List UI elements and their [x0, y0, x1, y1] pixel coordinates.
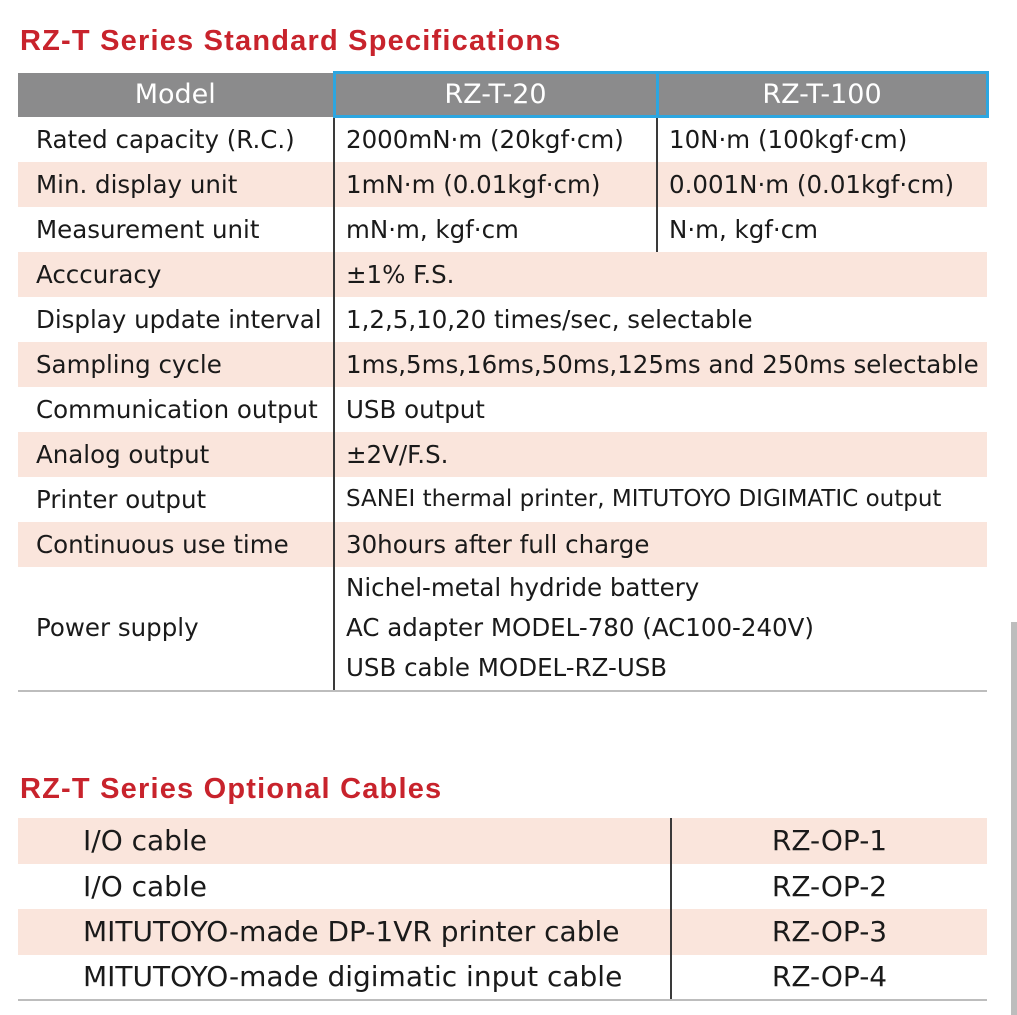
power-line-battery: Nichel-metal hydride battery: [346, 573, 700, 602]
header-model: Model: [18, 73, 334, 117]
spec-value-rz-t-100: N·m, kgf·cm: [669, 214, 819, 244]
spec-label: Sampling cycle: [18, 342, 334, 387]
spec-row-accuracy: [18, 252, 987, 297]
cable-code: RZ-OP-4: [671, 955, 987, 1001]
spec-row-measurement-unit: [18, 207, 987, 252]
cable-name: MITUTOYO-made digimatic input cable: [18, 955, 671, 1001]
header-rz-t-20: RZ-T-20: [334, 73, 657, 117]
spec-row-continuous-use-time: [18, 522, 987, 567]
spec-value: USB output: [346, 394, 485, 424]
cable-code: RZ-OP-2: [771, 869, 888, 903]
spec-section-title: RZ-T Series Standard Specifications: [20, 25, 562, 57]
spec-row-display-update-interval: [18, 297, 987, 342]
spec-row-min-display-unit: [18, 162, 987, 207]
spec-value: [334, 567, 987, 691]
spec-value: 1,2,5,10,20 times/sec, selectable: [346, 304, 753, 334]
spec-row-analog-output: [18, 432, 987, 477]
spec-row-sampling-cycle: [18, 342, 987, 387]
spec-label: Measurement unit: [18, 207, 334, 252]
spec-value: 30hours after full charge: [334, 522, 987, 567]
cable-row: [18, 864, 987, 910]
spec-row-power-supply: [18, 567, 987, 691]
cable-name: I/O cable: [18, 864, 671, 910]
spec-row-rated-capacity: [18, 117, 987, 162]
spec-label: Communication output: [18, 387, 334, 432]
cable-name: MITUTOYO-made DP-1VR printer cable: [18, 909, 671, 955]
spec-value: ±1% F.S.: [334, 252, 987, 297]
power-line-ac-adapter: AC adapter MODEL-780 (AC100-240V): [346, 613, 814, 642]
cable-row: [18, 909, 987, 955]
spec-value: 1ms,5ms,16ms,50ms,125ms and 250ms selectable: [334, 342, 987, 387]
spec-label: Min. display unit: [18, 162, 334, 207]
spec-row-printer-output: [18, 477, 987, 522]
spec-value-rz-t-20: 1mN·m (0.01kgf·cm): [334, 162, 657, 207]
cable-name: I/O cable: [18, 818, 671, 864]
spec-table: [18, 71, 989, 692]
spec-label: Rated capacity (R.C.): [18, 117, 334, 162]
spec-value-rz-t-20: mN·m, kgf·cm: [334, 207, 657, 252]
header-rz-t-100: RZ-T-100: [657, 73, 987, 117]
cable-row: [18, 818, 987, 864]
cable-code: RZ-OP-3: [671, 909, 987, 955]
spec-value-rz-t-100: 10N·m (100kgf·cm): [669, 125, 908, 155]
power-line-usb-cable: USB cable MODEL-RZ-USB: [346, 653, 668, 682]
cables-section-title: RZ-T Series Optional Cables: [20, 773, 443, 805]
spec-label: Continuous use time: [18, 522, 334, 567]
spec-value-rz-t-20: 2000mN·m (20kgf·cm): [334, 117, 657, 162]
cable-row: [18, 955, 987, 1001]
cables-table: [18, 818, 987, 1001]
spec-row-communication-output: [18, 387, 987, 432]
spec-label: Power supply: [18, 567, 334, 691]
spec-label: Analog output: [18, 432, 334, 477]
spec-value: SANEI thermal printer, MITUTOYO DIGIMATIC output: [346, 486, 942, 512]
spec-header-row: [18, 73, 987, 117]
spec-value: ±2V/F.S.: [334, 432, 987, 477]
spec-label: Acccuracy: [18, 252, 334, 297]
page-edge-shadow: [1011, 622, 1017, 1015]
spec-label: Printer output: [18, 477, 334, 522]
spec-value-rz-t-100: 0.001N·m (0.01kgf·cm): [657, 162, 987, 207]
cable-code: RZ-OP-1: [671, 818, 987, 864]
spec-label: Display update interval: [18, 297, 334, 342]
